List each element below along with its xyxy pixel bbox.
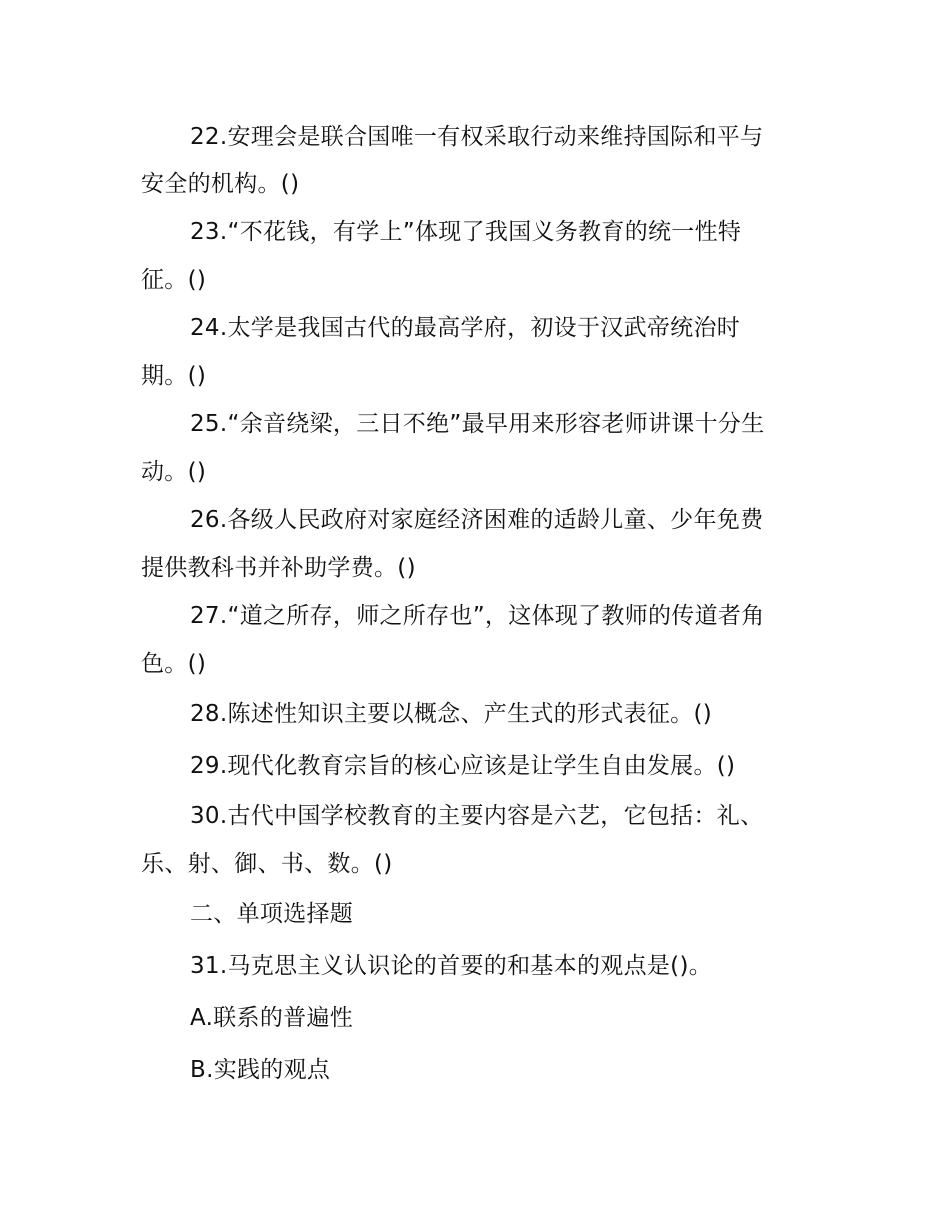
question-line-rest: 安全的机构。() — [141, 171, 300, 197]
question-30 — [141, 792, 813, 888]
option-a: A.联系的普遍性 — [190, 1005, 354, 1031]
question-line-first: 30.古代中国学校教育的主要内容是六艺，它包括：礼、 — [190, 803, 764, 829]
question-line-first: 25.“余音绕梁，三日不绝”最早用来形容老师讲课十分生 — [190, 411, 765, 437]
question-line-rest: 提供教科书并补助学费。() — [141, 555, 416, 581]
question-line-first: 27.“道之所存，师之所存也”，这体现了教师的传道者角 — [190, 603, 765, 629]
question-25 — [141, 400, 813, 496]
question-line-first: 26.各级人民政府对家庭经济困难的适龄儿童、少年免费 — [190, 507, 764, 533]
question-27 — [141, 592, 813, 688]
question-29: 29.现代化教育宗旨的核心应该是让学生自由发展。() — [190, 753, 736, 779]
document-content — [141, 114, 813, 1096]
section-title: 二、单项选择题 — [190, 901, 354, 927]
question-line-first: 24.太学是我国古代的最高学府，初设于汉武帝统治时 — [190, 315, 741, 341]
question-line-first: 23.“不花钱，有学上”体现了我国义务教育的统一性特 — [190, 219, 742, 245]
option-b: B.实践的观点 — [190, 1057, 331, 1083]
question-28: 28.陈述性知识主要以概念、产生式的形式表征。() — [190, 701, 713, 727]
question-line-first: 22.安理会是联合国唯一有权采取行动来维持国际和平与 — [190, 124, 764, 150]
question-line-rest: 乐、射、御、书、数。() — [141, 851, 393, 877]
question-22 — [141, 114, 813, 208]
question-31: 31.马克思主义认识论的首要的和基本的观点是()。 — [190, 953, 713, 979]
question-24 — [141, 304, 813, 400]
question-26 — [141, 496, 813, 592]
question-line-rest: 色。() — [141, 651, 207, 677]
question-line-rest: 期。() — [141, 363, 207, 389]
question-line-rest: 动。() — [141, 459, 207, 485]
question-line-rest: 征。() — [141, 267, 207, 293]
question-23 — [141, 208, 813, 304]
